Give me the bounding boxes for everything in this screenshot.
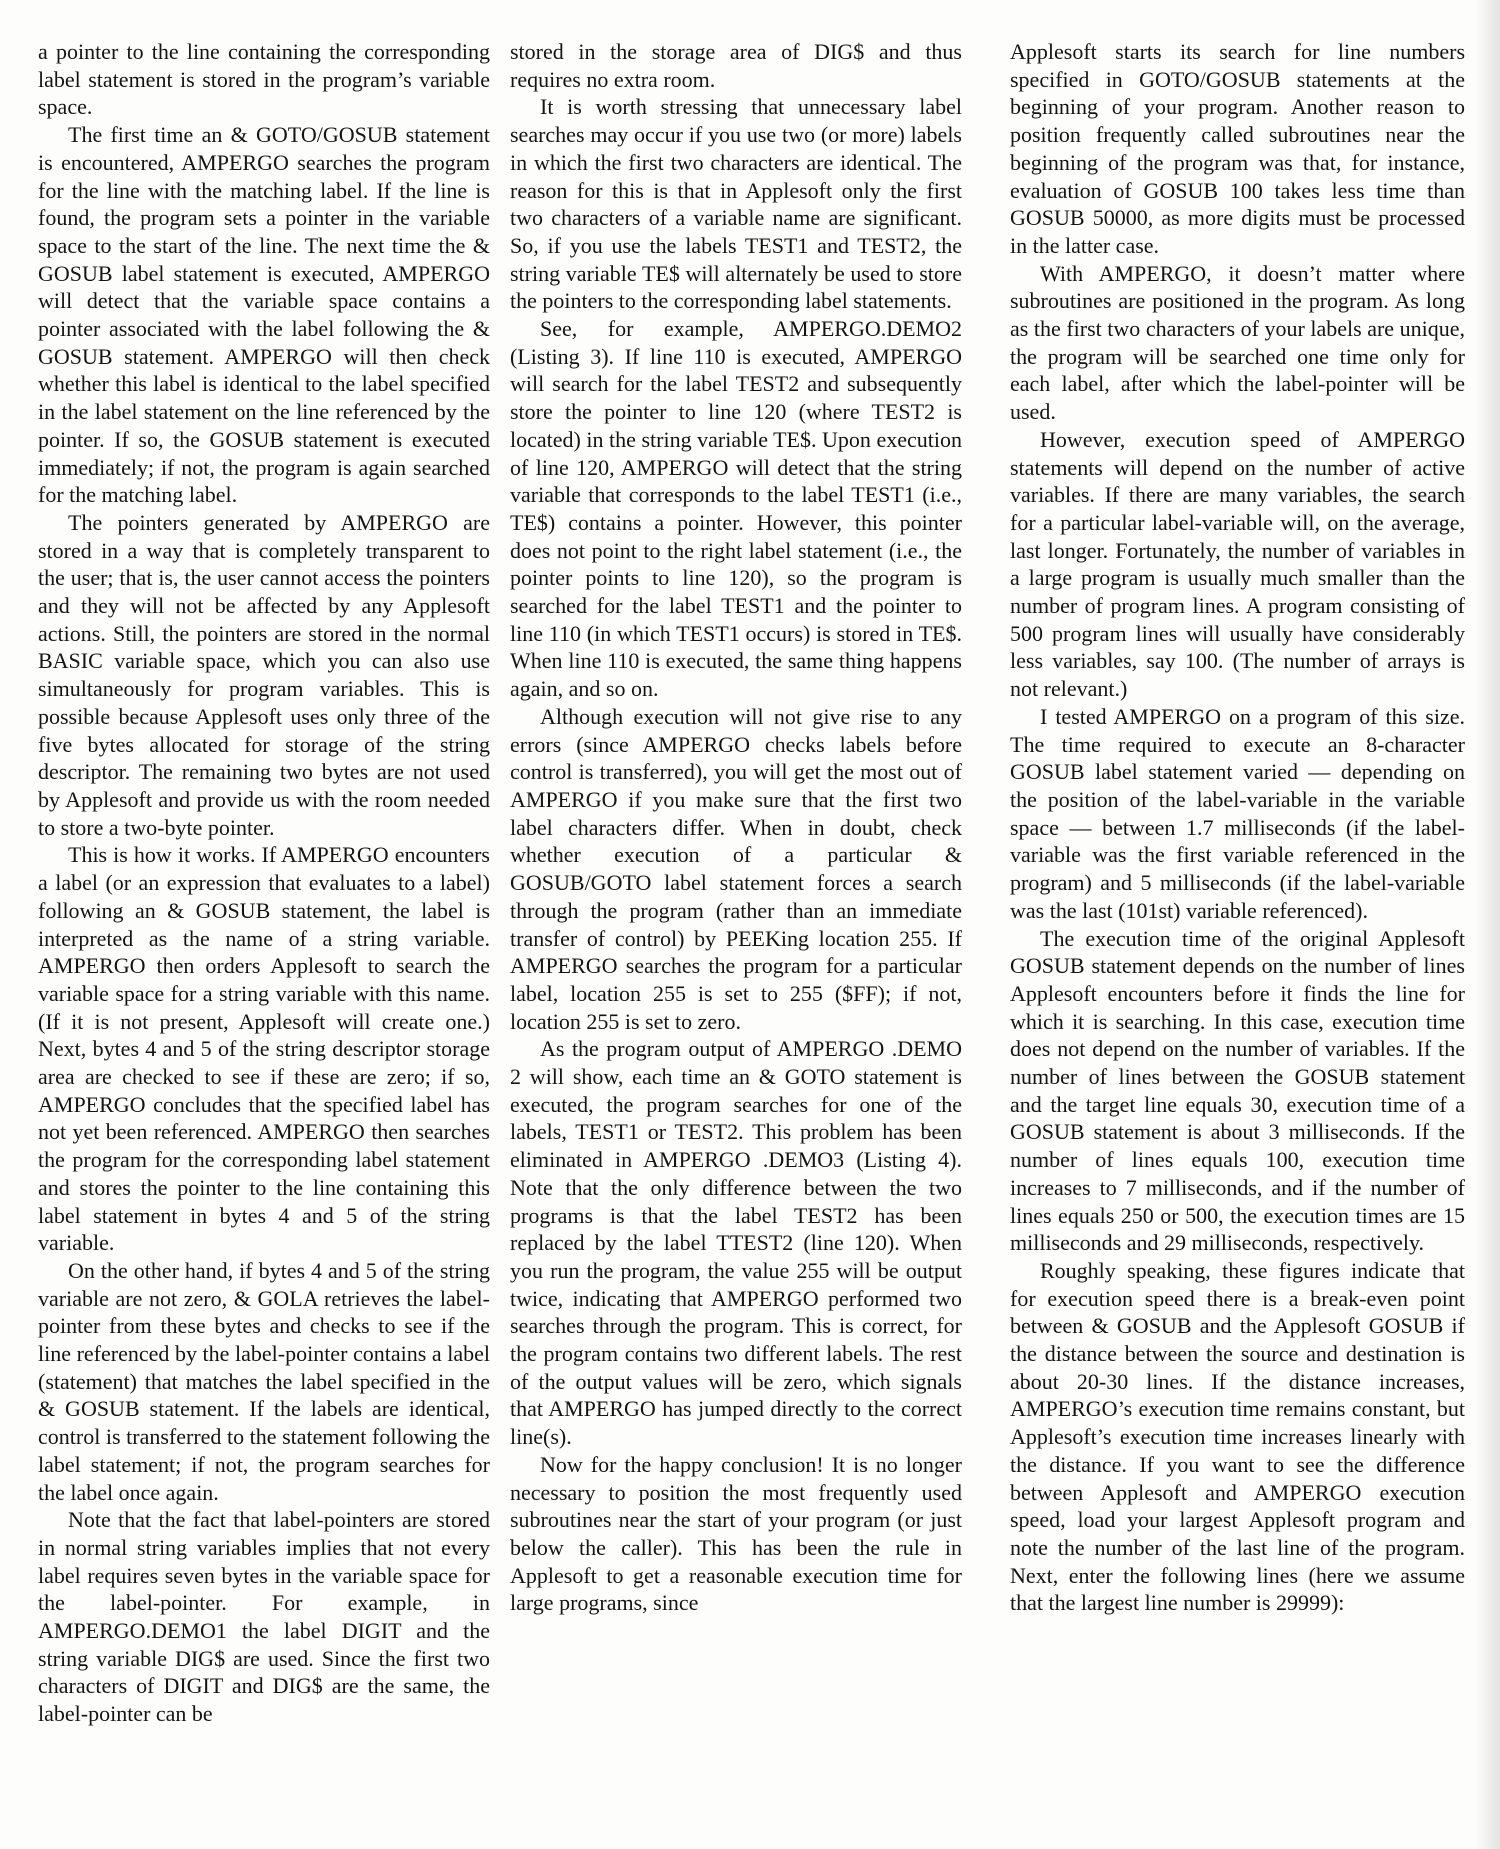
paragraph: The execution time of the original Applesoft GOSUB statement depends on the number of lines Applesoft encounters before it finds the line for which it is searching. In this case, execution time does not depend on the number of variables. If the number of lines between the GOSUB statement and the target line equals 30, execution time of a GOSUB statement is about 3 milliseconds. If the number of lines equals 100, execution time increases to 7 milliseconds, and if the number of lines equals 250 or 500, the execution times are 15 milliseconds and 29 milliseconds, respectively. bbox=[1010, 925, 1465, 1256]
paragraph: The pointers generated by AMPERGO are stored in a way that is completely transparent to the user; that is, the user cannot access the pointers and they will not be affected by any Applesoft actions. Still, the pointers are stored in the normal BASIC variable space, which you can also use simultaneously for program variables. This is possible because Applesoft uses only three of the five bytes allocated for storage of the string descriptor. The remaining two bytes are not used by Applesoft and provide us with the room needed to store a two-byte pointer. bbox=[38, 509, 490, 840]
text-column-3 bbox=[1010, 38, 1465, 1617]
paragraph: stored in the storage area of DIG$ and thus requires no extra room. bbox=[510, 39, 962, 92]
paragraph: Now for the happy conclusion! It is no longer necessary to position the most frequently used subroutines near the start of your program (or just below the caller). This has been the rule in Applesoft to get a reasonable execution time for large programs, since bbox=[510, 1451, 962, 1616]
paragraph: On the other hand, if bytes 4 and 5 of the string variable are not zero, & GOLA retrieves the label-pointer from these bytes and checks to see if the line referenced by the label-pointer contains a label (statement) that matches the label specified in the & GOSUB statement. If the labels are identical, control is transferred to the statement following the label statement; if not, the program searches for the label once again. bbox=[38, 1257, 490, 1505]
paragraph: Applesoft starts its search for line numbers specified in GOTO/GOSUB statements at the beginning of your program. Another reason to position frequently called subroutines near the beginning of the program was that, for instance, evaluation of GOSUB 100 takes less time than GOSUB 50000, as more digits must be processed in the latter case. bbox=[1010, 39, 1465, 258]
text-column-2 bbox=[510, 38, 962, 1617]
paragraph: This is how it works. If AMPERGO encounters a label (or an expression that evaluates to a label) following an & GOSUB statement, the label is interpreted as the name of a string variable. AMPERGO then orders Applesoft to search the variable space for a string variable with this name. (If it is not present, Applesoft will create one.) Next, bytes 4 and 5 of the string descriptor storage area are checked to see if these are zero; if so, AMPERGO concludes that the specified label has not yet been referenced. AMPERGO then searches the program for the corresponding label statement and stores the pointer to the line containing this label statement in bytes 4 and 5 of the string variable. bbox=[38, 842, 490, 1256]
text-column-1 bbox=[38, 38, 490, 1728]
paragraph: It is worth stressing that unnecessary label searches may occur if you use two (or more) labels in which the first two characters are identical. The reason for this is that in Applesoft only the first two characters of a variable name are significant. So, if you use the labels TEST1 and TEST2, the string variable TE$ will alternately be used to store the pointers to the corresponding label statements. bbox=[510, 94, 962, 314]
paragraph: Note that the fact that label-pointers are stored in normal string variables implies that not every label requires seven bytes in the variable space for the label-pointer. For example, in AMPERGO.DEMO1 the label DIGIT and the string variable DIG$ are used. Since the first two characters of DIGIT and DIG$ are the same, the label-pointer can be bbox=[38, 1507, 490, 1727]
paragraph: Although execution will not give rise to any errors (since AMPERGO checks labels before control is transferred), you will get the most out of AMPERGO if you make sure that the first two label characters differ. When in doubt, check whether execution of a particular & GOSUB/GOTO label statement forces a search through the program (rather than an immediate transfer of control) by PEEKing location 255. If AMPERGO searches the program for a particular label, location 255 is set to 255 ($FF); if not, location 255 is set to zero. bbox=[510, 703, 962, 1034]
paragraph: As the program output of AMPERGO .DEMO 2 will show, each time an & GOTO statement is executed, the program searches for one of the labels, TEST1 or TEST2. This problem has been eliminated in AMPERGO .DEMO3 (Listing 4). Note that the only difference between the two programs is that the label TEST2 has been replaced by the label TTEST2 (line 120). When you run the program, the value 255 will be output twice, indicating that AMPERGO performed two searches through the program. This is correct, for the program contains two different labels. The rest of the output values will be zero, which signals that AMPERGO has jumped directly to the correct line(s). bbox=[510, 1036, 962, 1450]
paragraph: Roughly speaking, these figures indicate that for execution speed there is a break-even point between & GOSUB and the Applesoft GOSUB if the distance between the source and destination is about 20-30 lines. If the distance increases, AMPERGO’s execution time remains constant, but Applesoft’s execution time increases linearly with the distance. If you want to see the difference between Applesoft and AMPERGO execution speed, load your largest Applesoft program and note the number of the last line of the program. Next, enter the following lines (here we assume that the largest line number is 29999): bbox=[1010, 1257, 1465, 1616]
paragraph: a pointer to the line containing the corresponding label statement is stored in the program’s variable space. bbox=[38, 39, 490, 120]
paragraph: See, for example, AMPERGO.DEMO2 (Listing 3). If line 110 is executed, AMPERGO will search for the label TEST2 and subsequently store the pointer to line 120 (where TEST2 is located) in the string variable TE$. Upon execution of line 120, AMPERGO will detect that the string variable that corresponds to the label TEST1 (i.e., TE$) contains a pointer. However, this pointer does not point to the right label statement (i.e., the pointer points to line 120), so the program is searched for the label TEST1 and the pointer to line 110 (in which TEST1 occurs) is stored in TE$. When line 110 is executed, the same thing happens again, and so on. bbox=[510, 316, 962, 702]
paragraph: The first time an & GOTO/GOSUB statement is encountered, AMPERGO searches the program for the line with the matching label. If the line is found, the program sets a pointer in the variable space to the start of the line. The next time the & GOSUB label statement is executed, AMPERGO will detect that the variable space contains a pointer associated with the label following the & GOSUB statement. AMPERGO will then check whether this label is identical to the label specified in the label statement on the line referenced by the pointer. If so, the GOSUB statement is executed immediately; if not, the program is again searched for the matching label. bbox=[38, 122, 490, 508]
paragraph: With AMPERGO, it doesn’t matter where subroutines are positioned in the program. As long as the first two characters of your labels are unique, the program will be searched one time only for each label, after which the label-pointer will be used. bbox=[1010, 260, 1465, 425]
paragraph: However, execution speed of AMPERGO statements will depend on the number of active variables. If there are many variables, the search for a particular label-variable will, on the average, last longer. Fortunately, the number of variables in a large program is usually much smaller than the number of program lines. A program consisting of 500 program lines will usually have considerably less variables, say 100. (The number of arrays is not relevant.) bbox=[1010, 426, 1465, 702]
page-spine-shadow bbox=[1474, 0, 1500, 1849]
paragraph: I tested AMPERGO on a program of this size. The time required to execute an 8-character GOSUB label statement varied — depending on the position of the label-variable in the variable space — between 1.7 milliseconds (if the label-variable was the first variable referenced in the program) and 5 milliseconds (if the label-variable was the last (101st) variable referenced). bbox=[1010, 703, 1465, 923]
